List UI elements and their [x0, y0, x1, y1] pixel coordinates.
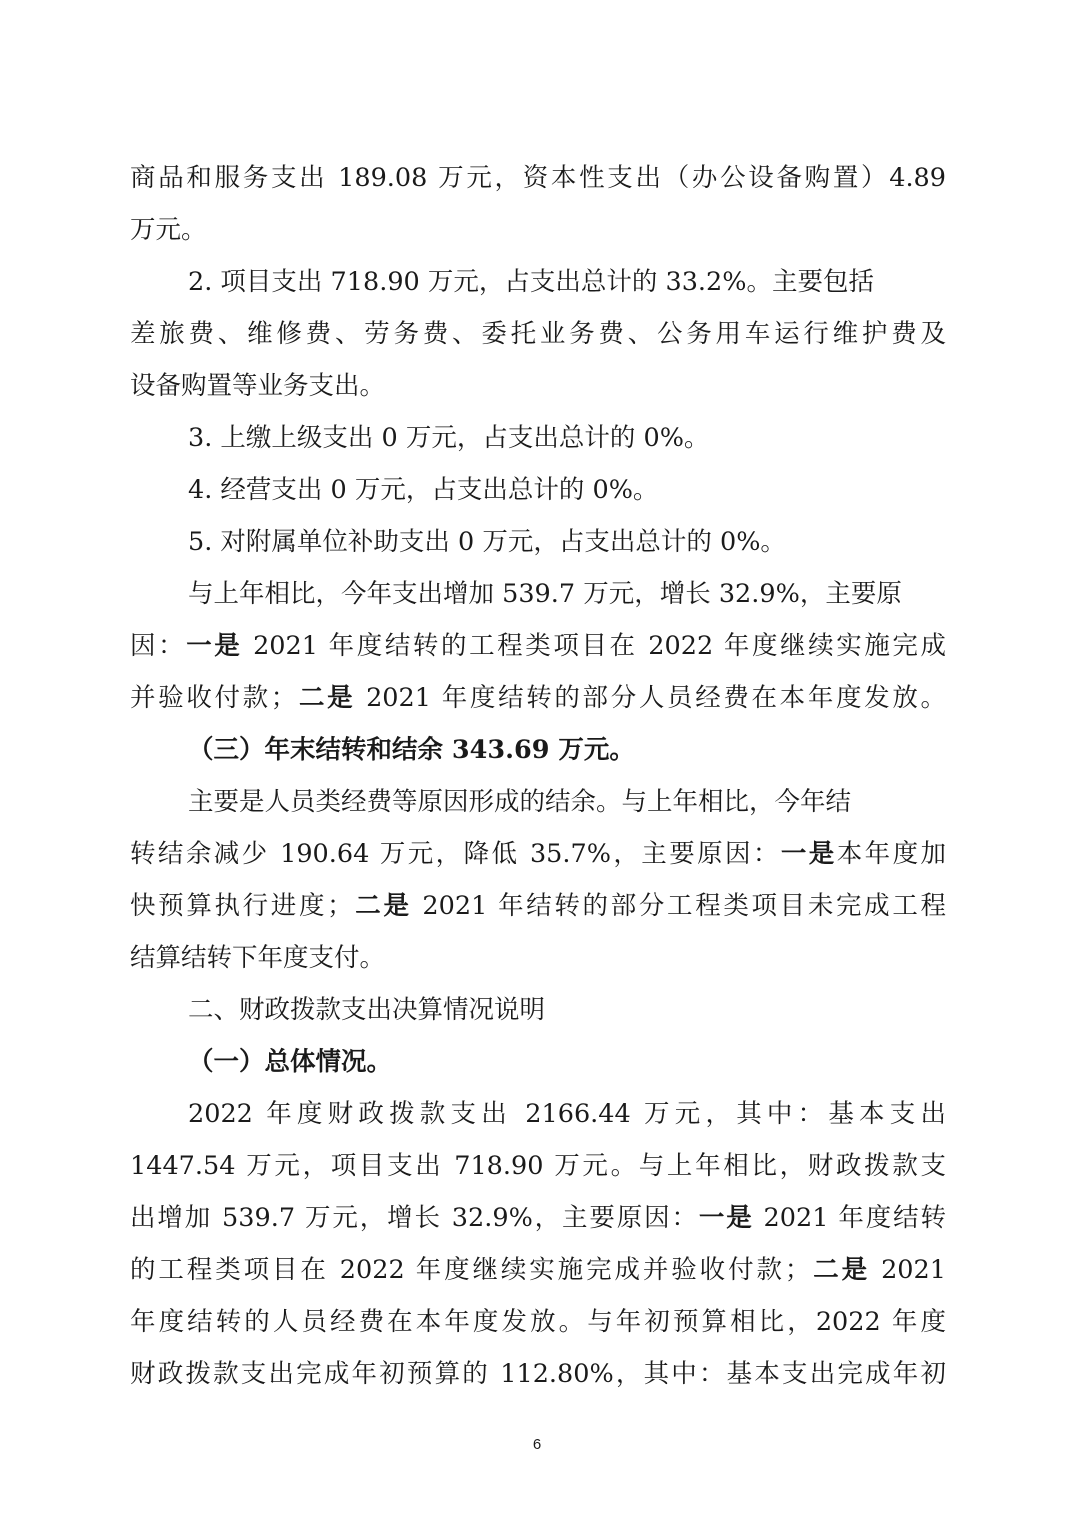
chapter-heading: 二、财政拨款支出决算情况说明 — [188, 995, 546, 1025]
paragraph-line: 2022 年度财政拨款支出 2166.44 万元，其中：基本支出 — [188, 1099, 946, 1129]
section-heading: （三）年末结转和结余 343.69 万元。 — [188, 735, 635, 765]
paragraph-line: 因：一是 2021 年度结转的工程类项目在 2022 年度继续实施完成 — [130, 631, 946, 661]
paragraph-line: 财政拨款支出完成年初预算的 112.80%，其中：基本支出完成年初 — [130, 1359, 946, 1389]
paragraph-line: 转结余减少 190.64 万元，降低 35.7%，主要原因：一是本年度加 — [130, 839, 946, 869]
paragraph-line: 1447.54 万元，项目支出 718.90 万元。与上年相比，财政拨款支 — [130, 1151, 946, 1181]
paragraph-line: 的工程类项目在 2022 年度继续实施完成并验收付款；二是 2021 — [130, 1255, 946, 1285]
paragraph-line: 3. 上缴上级支出 0 万元，占支出总计的 0%。 — [188, 423, 710, 453]
paragraph-line: 并验收付款；二是 2021 年度结转的部分人员经费在本年度发放。 — [130, 683, 946, 713]
paragraph-line: 差旅费、维修费、劳务费、委托业务费、公务用车运行维护费及 — [130, 319, 946, 349]
section-heading: （一）总体情况。 — [188, 1047, 393, 1077]
paragraph-line: 结算结转下年度支付。 — [130, 943, 386, 973]
document-body — [130, 152, 946, 1400]
paragraph-line: 主要是人员类经费等原因形成的结余。与上年相比，今年结 — [188, 787, 852, 817]
paragraph-line: 年度结转的人员经费在本年度发放。与年初预算相比，2022 年度 — [130, 1307, 946, 1337]
paragraph-line: 快预算执行进度；二是 2021 年结转的部分工程类项目未完成工程 — [130, 891, 946, 921]
page-number: 6 — [532, 1436, 542, 1453]
paragraph-line: 设备购置等业务支出。 — [130, 371, 386, 401]
paragraph-line: 万元。 — [130, 215, 207, 245]
paragraph-line: 2. 项目支出 718.90 万元，占支出总计的 33.2%。主要包括 — [188, 267, 874, 297]
paragraph-line: 5. 对附属单位补助支出 0 万元，占支出总计的 0%。 — [188, 527, 786, 557]
paragraph-line: 商品和服务支出 189.08 万元，资本性支出（办公设备购置）4.89 — [130, 163, 946, 193]
paragraph-line: 出增加 539.7 万元，增长 32.9%，主要原因：一是 2021 年度结转 — [130, 1203, 946, 1233]
paragraph-line: 4. 经营支出 0 万元，占支出总计的 0%。 — [188, 475, 659, 505]
paragraph-line: 与上年相比，今年支出增加 539.7 万元，增长 32.9%，主要原 — [188, 579, 902, 609]
